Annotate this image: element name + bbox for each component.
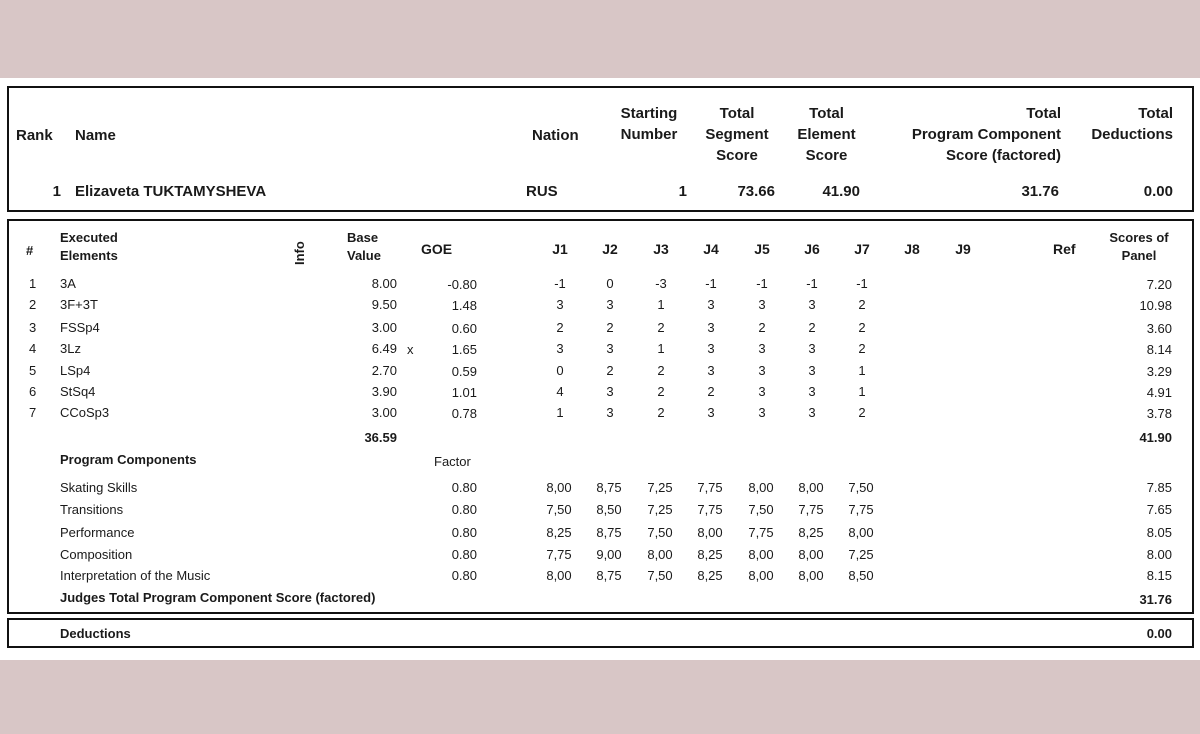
component-judge-score: 8,75	[596, 568, 622, 583]
element-num: 6	[29, 384, 37, 399]
component-name: Transitions	[60, 502, 124, 517]
component-judge-score: 8,00	[798, 480, 824, 495]
element-num: 3	[29, 320, 37, 335]
element-judge-score: 1	[657, 297, 665, 312]
element-base-value: 3.90	[371, 384, 397, 399]
element-name: StSq4	[60, 384, 96, 399]
element-goe: 0.60	[451, 321, 477, 336]
component-judge-score: 7,25	[647, 502, 673, 517]
element-judge-score: -1	[705, 276, 717, 291]
elements-score-total: 41.90	[1139, 430, 1172, 445]
component-judge-score: 7,75	[697, 480, 723, 495]
element-goe: -0.80	[447, 277, 477, 292]
col-ref-header: Ref	[1053, 241, 1076, 257]
element-judge-score: 2	[707, 384, 715, 399]
component-panel-score: 8.05	[1146, 525, 1172, 540]
component-name: Composition	[60, 547, 133, 562]
component-judge-score: 8,00	[546, 568, 572, 583]
col-goe-header: GOE	[421, 241, 453, 257]
component-panel-score: 8.15	[1146, 568, 1172, 583]
component-judge-score: 8,00	[647, 547, 673, 562]
element-judge-score: 3	[707, 363, 715, 378]
total-element-score: 41.90	[822, 183, 860, 200]
element-num: 4	[29, 341, 37, 356]
total-pcs-score: 31.76	[1021, 183, 1059, 200]
element-panel-score: 7.20	[1146, 277, 1172, 292]
component-row	[9, 525, 1192, 543]
element-judge-score: 1	[858, 363, 866, 378]
element-judge-score: 3	[606, 297, 614, 312]
component-row	[9, 480, 1192, 498]
element-judge-score: 3	[758, 384, 766, 399]
element-goe: 0.78	[451, 406, 477, 421]
col-judge-header: J3	[653, 241, 669, 257]
element-judge-score: 2	[858, 405, 866, 420]
element-row	[9, 320, 1192, 338]
component-row	[9, 568, 1192, 586]
element-judge-score: -1	[856, 276, 868, 291]
element-judge-score: -1	[806, 276, 818, 291]
component-judge-score: 7,50	[848, 480, 874, 495]
name-label: Name	[75, 127, 116, 144]
element-judge-score: 3	[707, 405, 715, 420]
element-judge-score: 3	[808, 297, 816, 312]
skater-nation: RUS	[526, 183, 558, 200]
skater-rank: 1	[52, 183, 61, 200]
element-base-value: 9.50	[371, 297, 397, 312]
rank-label: Rank	[16, 127, 53, 144]
component-judge-score: 8,00	[697, 525, 723, 540]
total-deductions-value: 0.00	[1143, 183, 1173, 200]
element-name: 3Lz	[60, 341, 81, 356]
skater-starting-number: 1	[678, 183, 687, 200]
element-judge-score: -3	[655, 276, 667, 291]
col-judge-header: J4	[703, 241, 719, 257]
deductions-label: Deductions	[60, 626, 131, 641]
skater-summary-box	[7, 86, 1194, 212]
element-num: 2	[29, 297, 37, 312]
col-judge-header: J9	[955, 241, 971, 257]
element-judge-score: 3	[808, 384, 816, 399]
element-judge-score: 3	[808, 341, 816, 356]
element-row	[9, 384, 1192, 402]
component-factor: 0.80	[451, 480, 477, 495]
component-judge-score: 7,50	[546, 502, 572, 517]
element-judge-score: 3	[606, 405, 614, 420]
component-judge-score: 8,75	[596, 480, 622, 495]
element-base-value: 3.00	[371, 320, 397, 335]
score-sheet	[0, 78, 1200, 660]
col-info-header: Info	[292, 241, 307, 265]
component-panel-score: 8.00	[1146, 547, 1172, 562]
element-judge-score: 2	[858, 341, 866, 356]
factor-label: Factor	[434, 454, 471, 469]
element-row	[9, 276, 1192, 294]
col-scores-of-panel-header: Scores of Panel	[1109, 230, 1169, 263]
element-num: 1	[29, 276, 37, 291]
element-judge-score: 3	[758, 297, 766, 312]
component-judge-score: 7,75	[748, 525, 774, 540]
element-judge-score: 2	[657, 405, 665, 420]
element-judge-score: 2	[657, 363, 665, 378]
component-judge-score: 7,75	[848, 502, 874, 517]
element-panel-score: 3.29	[1146, 364, 1172, 379]
element-judge-score: 1	[858, 384, 866, 399]
col-judge-header: J1	[552, 241, 568, 257]
component-judge-score: 8,75	[596, 525, 622, 540]
element-name: FSSp4	[60, 320, 100, 335]
element-goe: 1.01	[451, 385, 477, 400]
element-judge-score: 3	[707, 297, 715, 312]
element-judge-score: 3	[556, 341, 564, 356]
col-base-value-header: Base Value	[347, 230, 381, 263]
element-base-value: 8.00	[371, 276, 397, 291]
element-judge-score: 3	[758, 405, 766, 420]
program-components-title: Program Components	[60, 452, 197, 467]
element-name: 3F+3T	[60, 297, 98, 312]
element-row	[9, 341, 1192, 359]
component-factor: 0.80	[451, 502, 477, 517]
component-judge-score: 8,25	[546, 525, 572, 540]
element-judge-score: 2	[808, 320, 816, 335]
col-judge-header: J5	[754, 241, 770, 257]
element-judge-score: 3	[758, 363, 766, 378]
component-judge-score: 8,00	[798, 547, 824, 562]
element-name: CCoSp3	[60, 405, 110, 420]
component-judge-score: 7,25	[647, 480, 673, 495]
component-judge-score: 8,25	[697, 568, 723, 583]
element-judge-score: 3	[606, 384, 614, 399]
component-judge-score: 7,75	[798, 502, 824, 517]
component-name: Performance	[60, 525, 135, 540]
starting-number-label: Starting Number	[620, 105, 678, 143]
element-judge-score: 0	[556, 363, 564, 378]
total-segment-score: 73.66	[737, 183, 775, 200]
components-total-label: Judges Total Program Component Score (factored)	[60, 590, 376, 605]
element-judge-score: 2	[657, 320, 665, 335]
col-judge-header: J7	[854, 241, 870, 257]
component-judge-score: 8,50	[848, 568, 874, 583]
element-judge-score: 0	[606, 276, 614, 291]
col-judge-header: J2	[602, 241, 618, 257]
component-name: Skating Skills	[60, 480, 138, 495]
col-num-header: #	[26, 243, 34, 258]
component-judge-score: 7,25	[848, 547, 874, 562]
element-judge-score: 4	[556, 384, 564, 399]
element-judge-score: 2	[606, 320, 614, 335]
component-judge-score: 8,25	[798, 525, 824, 540]
total-pcs-label: Total Program Component Score (factored)	[911, 105, 1061, 164]
element-judge-score: 3	[758, 341, 766, 356]
element-info: x	[407, 342, 414, 357]
element-judge-score: 3	[606, 341, 614, 356]
element-row	[9, 405, 1192, 423]
col-judge-header: J8	[904, 241, 920, 257]
element-goe: 1.48	[451, 298, 477, 313]
component-factor: 0.80	[451, 547, 477, 562]
element-base-value: 2.70	[371, 363, 397, 378]
element-judge-score: 2	[858, 320, 866, 335]
element-judge-score: -1	[554, 276, 566, 291]
component-judge-score: 7,50	[647, 568, 673, 583]
component-judge-score: 7,75	[697, 502, 723, 517]
component-factor: 0.80	[451, 525, 477, 540]
element-panel-score: 3.78	[1146, 406, 1172, 421]
element-name: LSp4	[60, 363, 91, 378]
component-judge-score: 7,50	[748, 502, 774, 517]
element-judge-score: 3	[707, 341, 715, 356]
component-panel-score: 7.65	[1146, 502, 1172, 517]
detail-box	[7, 219, 1194, 614]
element-panel-score: 3.60	[1146, 321, 1172, 336]
component-row	[9, 502, 1192, 520]
element-judge-score: 1	[556, 405, 564, 420]
component-judge-score: 8,00	[748, 480, 774, 495]
element-judge-score: 3	[808, 405, 816, 420]
components-total-score: 31.76	[1139, 592, 1172, 607]
element-goe: 1.65	[451, 342, 477, 357]
element-panel-score: 4.91	[1146, 385, 1172, 400]
element-goe: 0.59	[451, 364, 477, 379]
component-panel-score: 7.85	[1146, 480, 1172, 495]
element-panel-score: 10.98	[1139, 298, 1172, 313]
element-num: 5	[29, 363, 37, 378]
element-judge-score: 1	[657, 341, 665, 356]
component-judge-score: 8,50	[596, 502, 622, 517]
element-judge-score: 2	[858, 297, 866, 312]
element-base-value: 3.00	[371, 405, 397, 420]
total-deductions-label: Total Deductions	[1091, 105, 1173, 143]
element-judge-score: 3	[556, 297, 564, 312]
element-judge-score: 2	[606, 363, 614, 378]
component-judge-score: 8,00	[748, 568, 774, 583]
element-judge-score: 2	[657, 384, 665, 399]
deductions-box	[7, 618, 1194, 648]
component-judge-score: 9,00	[596, 547, 622, 562]
total-element-label: Total Element Score	[797, 105, 856, 164]
col-executed-header: Executed Elements	[60, 230, 118, 263]
component-judge-score: 8,00	[546, 480, 572, 495]
element-row	[9, 363, 1192, 381]
element-base-value: 6.49	[371, 341, 397, 356]
total-segment-label: Total Segment Score	[705, 105, 769, 164]
element-judge-score: 2	[556, 320, 564, 335]
component-judge-score: 7,75	[546, 547, 572, 562]
component-judge-score: 8,00	[798, 568, 824, 583]
elements-base-total: 36.59	[364, 430, 397, 445]
deductions-value: 0.00	[1146, 626, 1172, 641]
component-factor: 0.80	[451, 568, 477, 583]
element-row	[9, 297, 1192, 315]
element-judge-score: 3	[707, 320, 715, 335]
element-name: 3A	[60, 276, 76, 291]
nation-label: Nation	[532, 127, 579, 144]
element-panel-score: 8.14	[1146, 342, 1172, 357]
element-judge-score: 2	[758, 320, 766, 335]
component-judge-score: 8,00	[748, 547, 774, 562]
element-judge-score: -1	[756, 276, 768, 291]
element-num: 7	[29, 405, 37, 420]
skater-name: Elizaveta TUKTAMYSHEVA	[75, 183, 267, 200]
component-name: Interpretation of the Music	[60, 568, 211, 583]
element-judge-score: 3	[808, 363, 816, 378]
component-judge-score: 8,25	[697, 547, 723, 562]
component-row	[9, 547, 1192, 565]
component-judge-score: 8,00	[848, 525, 874, 540]
col-judge-header: J6	[804, 241, 820, 257]
component-judge-score: 7,50	[647, 525, 673, 540]
